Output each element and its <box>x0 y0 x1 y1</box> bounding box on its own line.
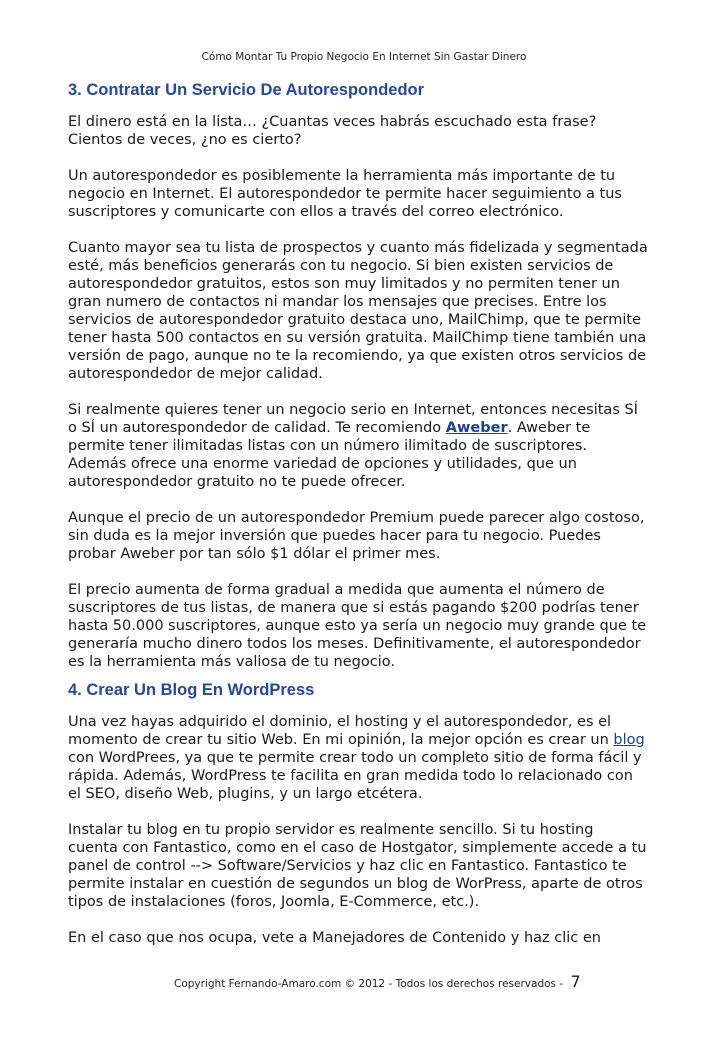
section-3-paragraph-3: Cuanto mayor sea tu lista de prospectos y cuanto más fidelizada y segmentada esté, más beneficios generarás con tu negocio. Si bien existen servicios de autorespondedor gratuitos, estos son muy limitados y no permiten tener un gran numero de contactos ni mandar los mensajes que precises. Entre los servicios de autorespondedor gratuito destaca uno, MailChimp, que te permite tener hasta 500 contactos en su versión gratuita. MailChimp tiene también una versión de pago, aunque no te la recomiendo, ya que existen otros servicios de autorespondedor de mejor calidad. <box>68 240 648 382</box>
section-3-paragraph-5: Aunque el precio de un autorespondedor Premium puede parecer algo costoso, sin duda es la mejor inversión que puedes hacer para tu negocio. Puedes probar Aweber por tan sólo $1 dólar el primer mes. <box>68 510 645 562</box>
paragraph-text: . Aweber te permite tener ilimitadas listas con un número ilimitado de suscriptores. Además ofrece una enorme variedad de opciones y utilidades, que un autorespondedor gratuito no te puede ofrecer. <box>68 420 591 490</box>
copyright-text: Copyright Fernando-Amaro.com © 2012 - Todos los derechos reservados - <box>174 978 567 990</box>
section-4-heading: 4. Crear Un Blog En WordPress <box>68 681 315 699</box>
section-4-paragraph-3: En el caso que nos ocupa, vete a Manejadores de Contenido y haz clic en <box>68 930 601 946</box>
paragraph-text: Si realmente quieres tener un negocio serio en Internet, entonces necesitas SÍ o SÍ un autorespondedor de calidad. Te recomiendo <box>68 402 638 436</box>
aweber-link[interactable]: Aweber <box>445 420 508 436</box>
running-header: Cómo Montar Tu Propio Negocio En Internet Sin Gastar Dinero <box>201 51 527 63</box>
page-number: 7 <box>570 972 581 991</box>
paragraph-text: con WordPrees, ya que te permite crear todo un completo sitio de forma fácil y rápida. Además, WordPress te facilita en gran medida todo lo relacionado con el SEO, diseño Web, plugins, y un largo etcétera. <box>68 750 642 802</box>
paragraph-text: Una vez hayas adquirido el dominio, el hosting y el autorespondedor, es el momento de crear tu sitio Web. En mi opinión, la mejor opción es crear un <box>68 714 612 748</box>
blog-link[interactable]: blog <box>613 732 645 748</box>
section-3-heading: 3. Contratar Un Servicio De Autorespondedor <box>68 81 425 99</box>
section-3-paragraph-2: Un autorespondedor es posiblemente la herramienta más importante de tu negocio en Internet. El autorespondedor te permite hacer seguimiento a tus suscriptores y comunicarte con ellos a través del correo electrónico. <box>68 168 622 220</box>
page-body <box>68 80 673 965</box>
page-footer <box>174 972 594 991</box>
section-4-paragraph-2: Instalar tu blog en tu propio servidor es realmente sencillo. Si tu hosting cuenta con Fantastico, como en el caso de Hostgator, simplemente accede a tu panel de control --> Software/Servicios y haz clic en Fantastico. Fantastico te permite instalar en cuestión de segundos un blog de WorPress, aparte de otros tipos de instalaciones (foros, Joomla, E-Commerce, etc.). <box>68 822 647 910</box>
section-3-paragraph-6: El precio aumenta de forma gradual a medida que aumenta el número de suscriptores de tus listas, de manera que si estás pagando $200 podrías tener hasta 50.000 suscriptores, aunque esto ya sería un negocio muy grande que te generaría mucho dinero todos los meses. Definitivamente, el autorespondedor es la herramienta más valiosa de tu negocio. <box>68 582 647 670</box>
section-3-paragraph-4 <box>68 401 673 491</box>
section-3-paragraph-1: El dinero está en la lista… ¿Cuantas veces habrás escuchado esta frase? Cientos de veces, ¿no es cierto? <box>68 114 597 148</box>
section-4-paragraph-1 <box>68 713 673 803</box>
